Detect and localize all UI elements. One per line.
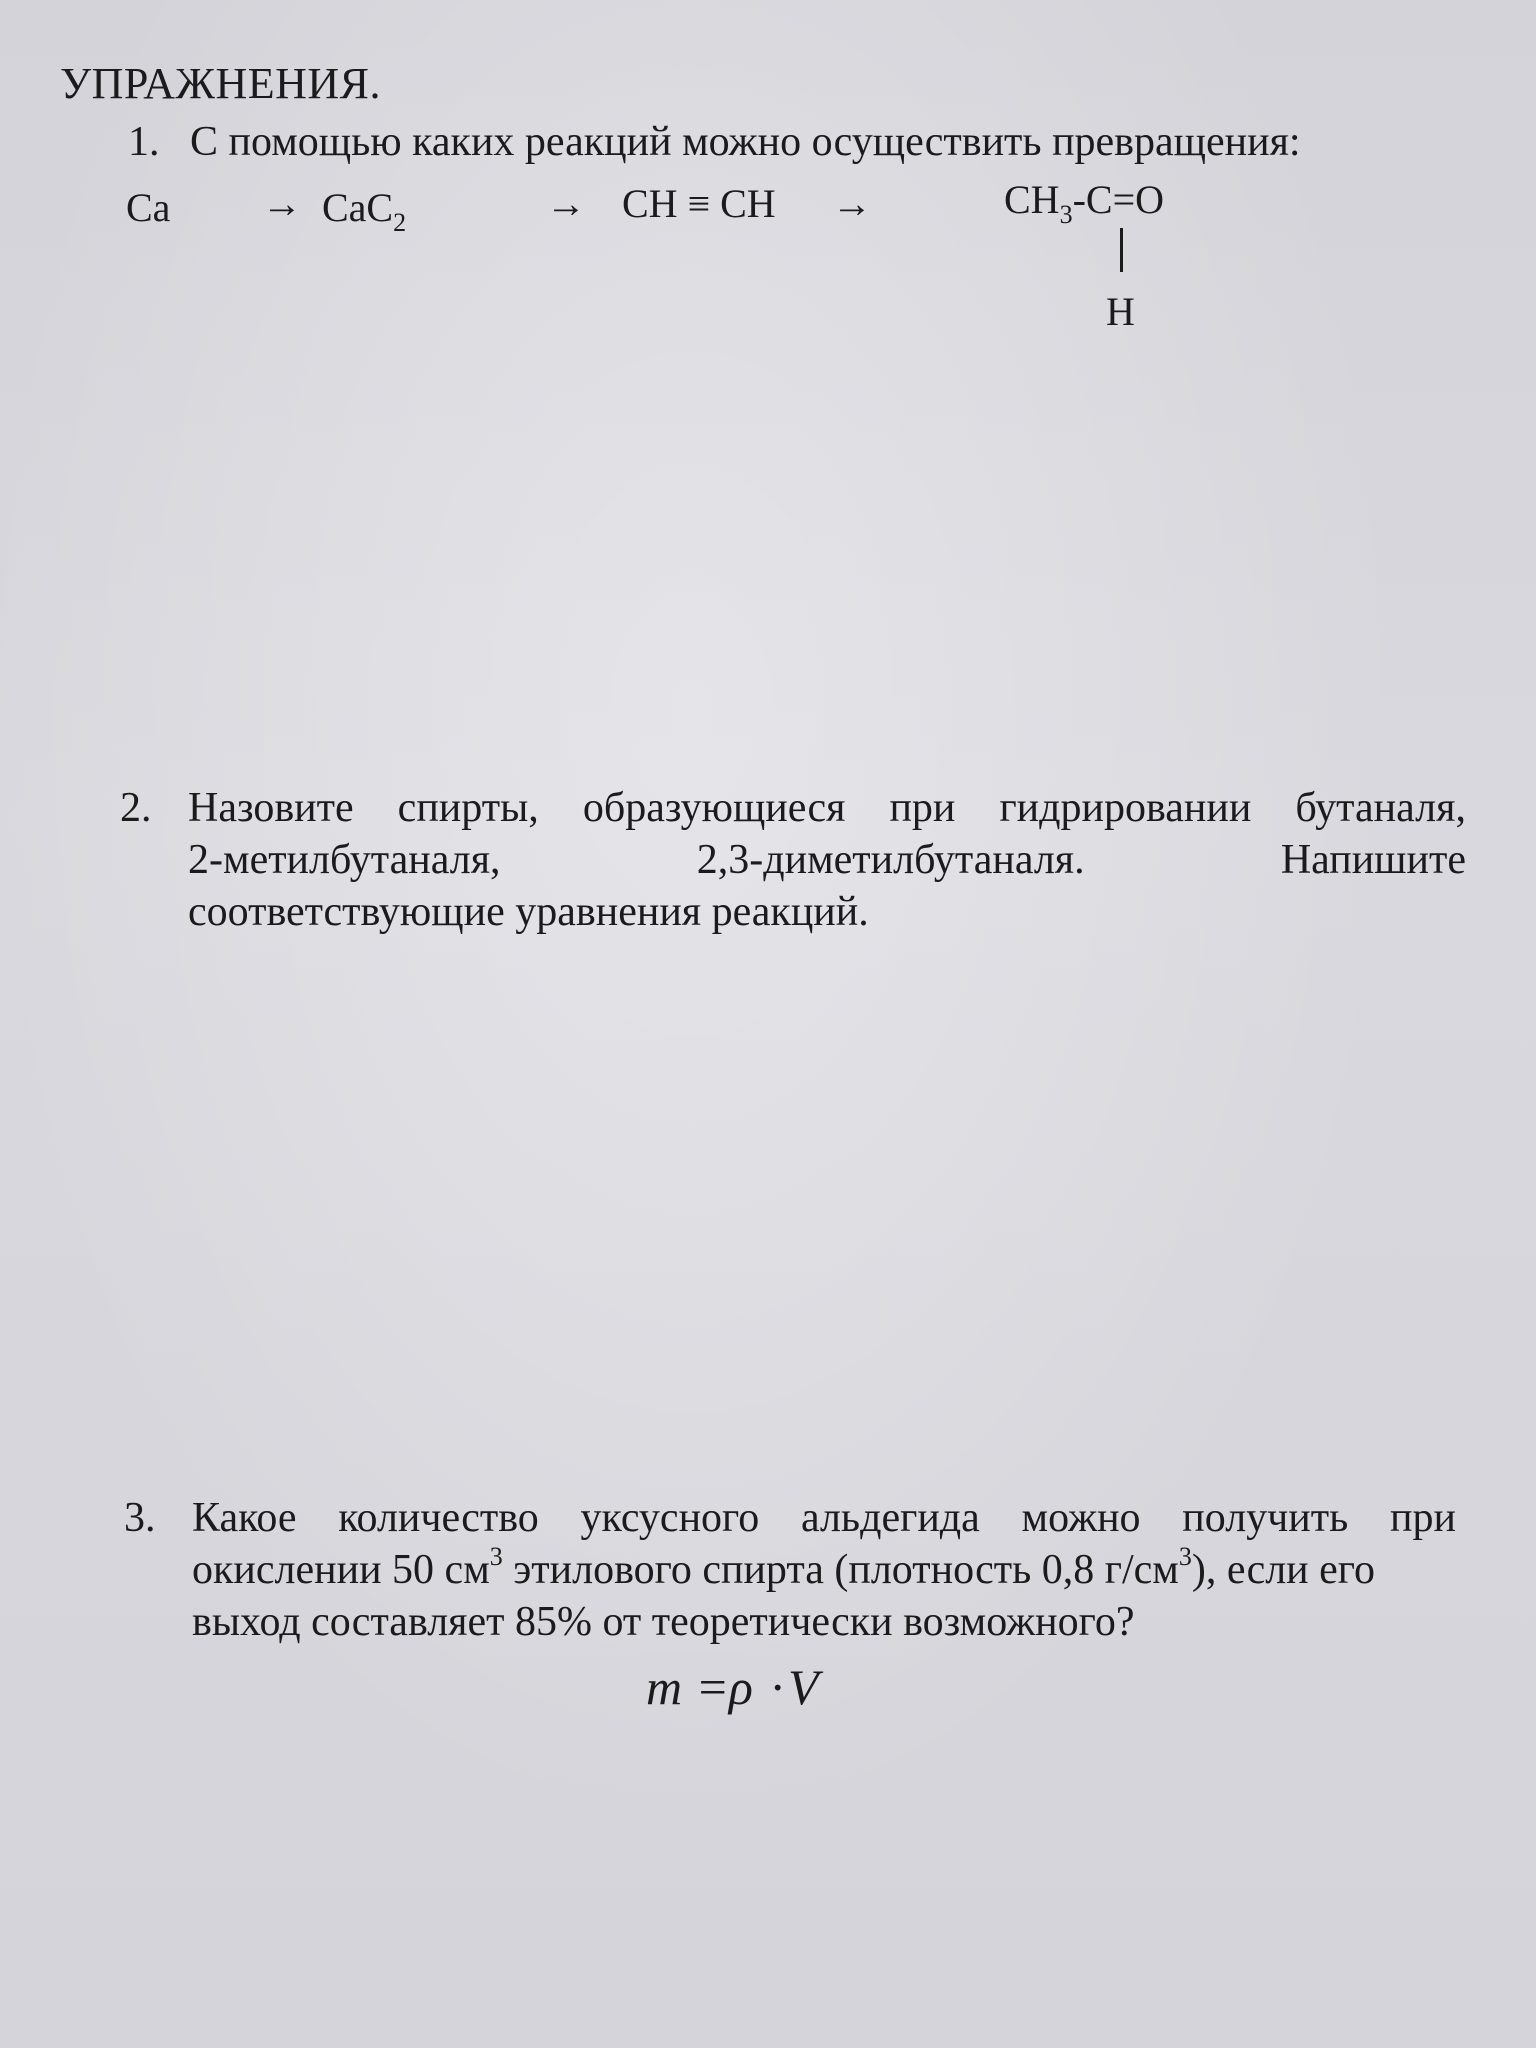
q3-word: при [1390, 1495, 1456, 1541]
q2-line-1 [188, 784, 1466, 832]
q2-word: спирты, [397, 785, 539, 831]
q3-line-1 [192, 1494, 1456, 1542]
mass-formula [646, 1658, 821, 1716]
q2-word: при [889, 785, 956, 831]
chain-cac2 [322, 184, 407, 237]
q3-superscript: 3 [1178, 1542, 1192, 1571]
acetaldehyde-bond-line [1120, 228, 1123, 272]
formula-equals: = [698, 1659, 729, 1715]
cac2-main: CaC [322, 185, 394, 230]
q2-word: 2-метилбутаналя, [188, 837, 501, 883]
q3-line-2-text [192, 1542, 1375, 1594]
acetaldehyde-subscript: 3 [1059, 200, 1073, 229]
q1-number: 1. [128, 119, 160, 165]
q2-number: 2. [120, 785, 152, 831]
q3-line-2 [192, 1542, 1456, 1594]
formula-v: V [787, 1659, 821, 1715]
q1-text: С помощью каких реакций можно осуществить превращения: [190, 119, 1301, 165]
q2-word: Назовите [188, 785, 354, 831]
q2-word: 2,3-диметилбутаналя. [696, 837, 1085, 883]
q2-line-2 [188, 836, 1466, 884]
q3-word: можно [1021, 1495, 1141, 1541]
q3-word: получить [1182, 1495, 1349, 1541]
q3-text-part: окислении 50 см [192, 1547, 490, 1593]
chain-arrow-3: → [832, 181, 872, 226]
q3-text-part: этилового спирта (плотность 0,8 г/см [502, 1547, 1179, 1593]
q2-word: бутаналя, [1295, 785, 1466, 831]
q2-word: образующиеся [582, 785, 846, 831]
q3-line-3: выход составляет 85% от теоретически возможного? [192, 1599, 1135, 1645]
cac2-subscript: 2 [393, 208, 407, 237]
q3-number: 3. [124, 1495, 156, 1541]
acetaldehyde-co: -C=O [1072, 177, 1165, 222]
q3-superscript: 3 [489, 1542, 503, 1571]
q3-word: количество [338, 1495, 539, 1541]
q3-word: Какое [192, 1495, 297, 1541]
chain-acetylene: CH ≡ CH [622, 181, 776, 226]
chain-ca: Ca [126, 185, 171, 230]
q2-word: гидрировании [999, 785, 1252, 831]
chain-arrow-1: → [262, 181, 302, 226]
q2-word: Напишите [1280, 837, 1466, 883]
page-title: УПРАЖНЕНИЯ. [60, 59, 382, 108]
formula-rho: ρ [728, 1659, 755, 1715]
q2-line-3: соответствующие уравнения реакций. [188, 889, 869, 935]
chain-acetaldehyde [1004, 176, 1165, 229]
formula-m: m [646, 1659, 685, 1715]
acetaldehyde-hydrogen: H [1106, 289, 1135, 334]
q3-text-part: ), если его [1191, 1547, 1375, 1593]
q3-word: уксусного [580, 1495, 760, 1541]
acetaldehyde-ch: CH [1004, 177, 1060, 222]
chain-arrow-2: → [546, 181, 586, 226]
formula-dot: · [769, 1659, 788, 1715]
q3-word: альдегида [800, 1495, 980, 1541]
